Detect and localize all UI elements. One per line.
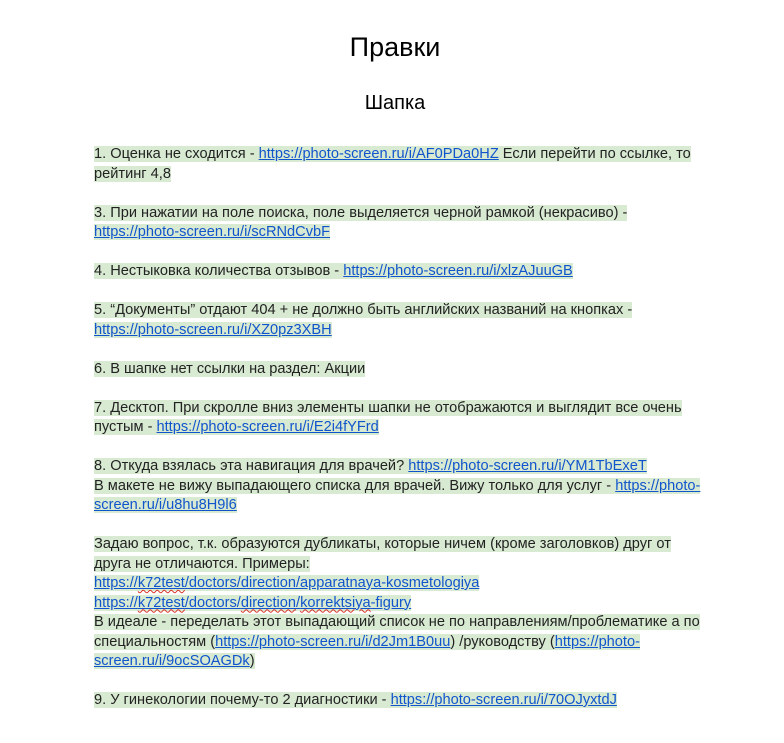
question-text: Задаю вопрос, т.к. образуются дубликаты, которые ничем (кроме заголовков) друг от друга не отличаются. Примеры: (94, 536, 671, 572)
item-9 (94, 691, 704, 711)
document-body (94, 145, 704, 711)
example-2-slash: / (296, 594, 301, 611)
example-1 (94, 574, 704, 594)
example-1-prefix: https:// (94, 575, 138, 591)
item-3-link[interactable]: https://photo-screen.ru/i/scRNdCvbF (94, 224, 331, 240)
item-5-link[interactable]: https://photo-screen.ru/i/XZ0pz3XBH (94, 321, 332, 338)
item-8-link[interactable]: https://photo-screen.ru/i/YM1TbExeT (408, 458, 647, 474)
ideal-text: В идеале - переделать этот выпадающий список не по направлениям/проблематике а по специальностям ( (94, 614, 700, 650)
item-7-link[interactable]: https://photo-screen.ru/i/E2i4fYFrd (156, 419, 379, 435)
item-6 (94, 360, 704, 380)
item-1-link[interactable]: https://photo-screen.ru/i/AF0PDa0HZ (258, 146, 499, 162)
item-4-text: 4. Нестыковка количества отзывов - (94, 263, 344, 279)
spacer (94, 438, 704, 458)
example-2-prefix: https:// (94, 594, 138, 611)
specialty-link[interactable]: https://photo-screen.ru/i/d2Jm1B0uu (215, 633, 451, 650)
document-title: Правки (349, 32, 441, 62)
section-heading: Шапка (364, 92, 426, 114)
spacer (94, 282, 704, 302)
example-2-end: -figury (370, 594, 412, 611)
item-4-link[interactable]: https://photo-screen.ru/i/xlzAJuuGB (343, 263, 573, 279)
item-1-text: 1. Оценка не сходится - (94, 146, 259, 162)
item-5 (94, 301, 704, 340)
example-2 (94, 594, 704, 614)
item-5-text: 5. “Документы” отдают 404 + не должно быть английских названий на кнопках - (94, 302, 633, 318)
item-3-text: 3. При нажатии на поле поиска, поле выделяется черной рамкой (некрасиво) - (94, 204, 628, 221)
item-7 (94, 399, 704, 438)
spacer (94, 672, 704, 692)
item-7-text: 7. Десктоп. При скролле вниз элементы шапки не отображаются и выглядит все очень пустым - (94, 399, 682, 435)
ideal-close: ) (249, 653, 255, 669)
item-9-link[interactable]: https://photo-screen.ru/i/70OJyxtdJ (390, 692, 617, 708)
example-2-dir: direction (240, 594, 297, 611)
example-2-slug: korrektsiya (300, 594, 371, 611)
item-1 (94, 145, 704, 184)
ideal-mid: ) /руководству ( (450, 633, 555, 650)
example-1-host: k72test (137, 575, 185, 591)
item-8-line-2-text: В макете не вижу выпадающего списка для врачей. Вижу только для услуг - (94, 477, 616, 494)
spacer (94, 379, 704, 399)
item-9-text: 9. У гинекологии почему-то 2 диагностики - (94, 692, 391, 708)
item-3 (94, 204, 704, 243)
example-1-link[interactable] (94, 575, 479, 591)
item-8-text: 8. Откуда взялась эта навигация для врачей? (94, 458, 409, 474)
question-paragraph (94, 535, 704, 574)
spacer (94, 243, 704, 263)
item-8 (94, 457, 704, 477)
example-2-link[interactable] (94, 595, 411, 611)
item-1-after: Если перейти по ссылке, то рейтинг 4,8 (94, 146, 691, 182)
item-6-text: 6. В шапке нет ссылки на раздел: Акции (94, 360, 366, 377)
spacer (94, 516, 704, 536)
ideal-paragraph (94, 613, 704, 672)
leadership-link[interactable]: https://photo-screen.ru/i/9ocSOAGDk (94, 633, 640, 669)
spacer (94, 184, 704, 204)
item-8-line-2 (94, 477, 704, 516)
example-2-mid: /doctors/ (184, 594, 241, 611)
example-1-path: /doctors/direction/apparatnaya-kosmetologiya (184, 575, 480, 591)
item-4 (94, 262, 704, 282)
spacer (94, 340, 704, 360)
example-2-host: k72test (137, 594, 185, 611)
item-8-link-2[interactable]: https://photo-screen.ru/i/u8hu8H9l6 (94, 477, 701, 513)
